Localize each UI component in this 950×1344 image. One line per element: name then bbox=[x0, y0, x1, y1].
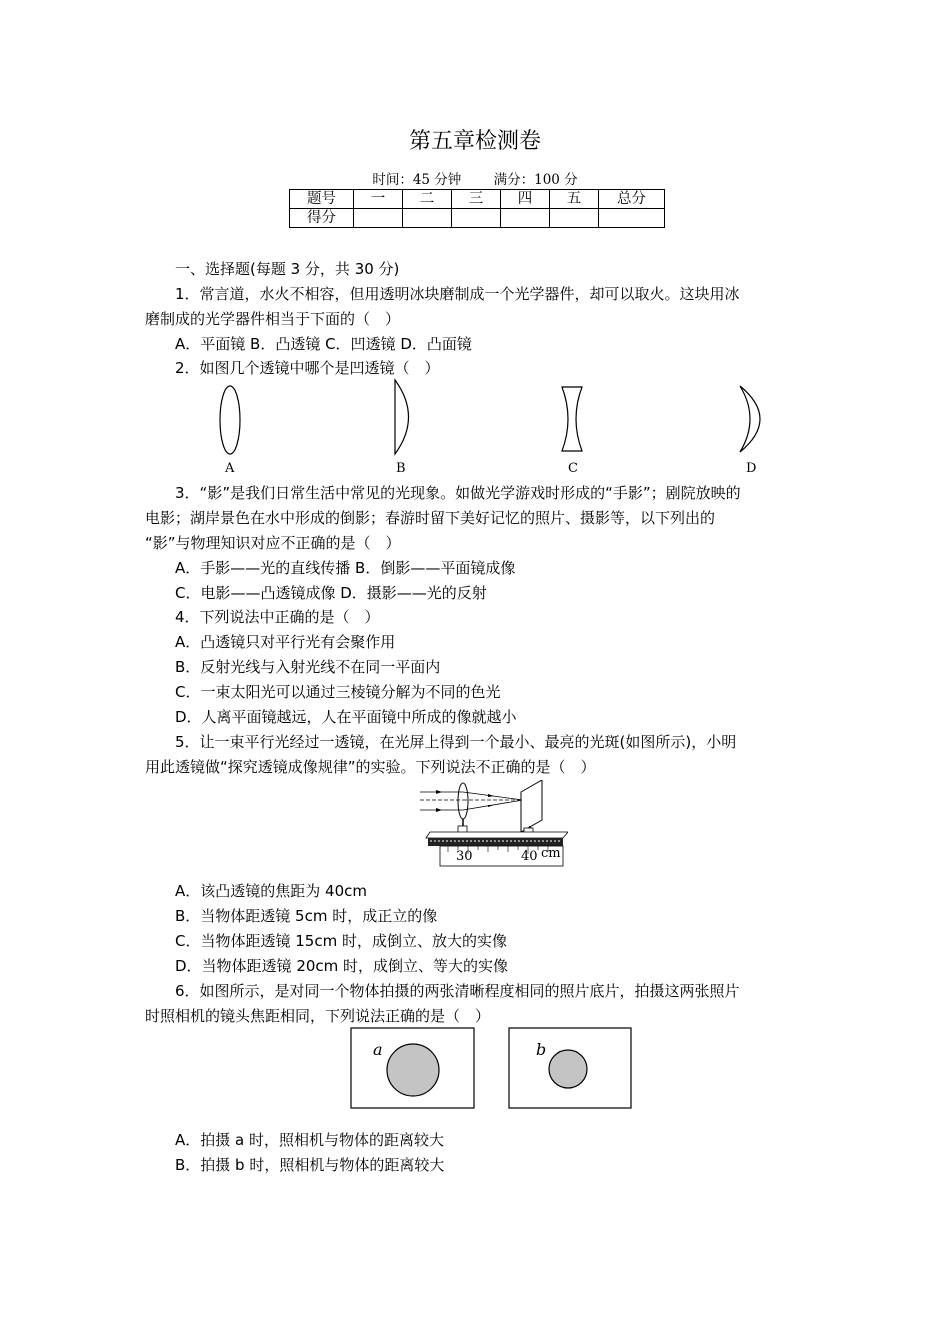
q1-options: A．平面镜 B．凸透镜 C．凹透镜 D．凸面镜 bbox=[175, 335, 472, 353]
q4-option-d: D．人离平面镜越远，人在平面镜中所成的像就越小 bbox=[175, 708, 517, 726]
section-heading: 一、选择题(每题 3 分，共 30 分) bbox=[175, 260, 400, 278]
lens-figure bbox=[200, 378, 780, 458]
score-header-cell: 四 bbox=[501, 190, 550, 209]
ruler-label-40: 40 bbox=[521, 849, 538, 864]
lens-a-biconvex bbox=[220, 386, 240, 454]
page-title: 第五章检测卷 bbox=[408, 129, 541, 154]
q4-option-a: A．凸透镜只对平行光有会聚作用 bbox=[175, 633, 396, 651]
q5-option-b: B．当物体距透镜 5cm 时，成正立的像 bbox=[175, 907, 438, 925]
q4-option-c: C．一束太阳光可以通过三棱镜分解为不同的色光 bbox=[175, 683, 501, 701]
q5-option-c: C．当物体距透镜 15cm 时，成倒立、放大的实像 bbox=[175, 932, 507, 950]
score-header-cell: 三 bbox=[452, 190, 501, 209]
lens-d-meniscus bbox=[740, 386, 760, 452]
exam-meta bbox=[0, 168, 950, 188]
ruler-label-30: 30 bbox=[456, 849, 473, 864]
q5-stem-cont: 用此透镜做“探究透镜成像规律”的实验。下列说法不正确的是（ ） bbox=[145, 758, 596, 776]
lens-c-biconcave bbox=[562, 387, 582, 451]
score-cell[interactable] bbox=[452, 209, 501, 228]
q6-stem-cont: 时照相机的镜头焦距相同，下列说法正确的是（ ） bbox=[145, 1007, 491, 1025]
photo-a-object bbox=[387, 1044, 439, 1096]
lens-label-c: C bbox=[568, 461, 578, 476]
q4-option-b: B．反射光线与入射光线不在同一平面内 bbox=[175, 658, 441, 676]
photo-negatives-figure bbox=[350, 1027, 635, 1111]
q3-options-cd: C．电影——凸透镜成像 D．摄影——光的反射 bbox=[175, 584, 487, 602]
score-cell[interactable] bbox=[550, 209, 599, 228]
q4-stem: 4．下列说法中正确的是（ ） bbox=[175, 608, 380, 626]
score-cell[interactable] bbox=[354, 209, 403, 228]
score-cell[interactable] bbox=[599, 209, 665, 228]
photo-label-b: b bbox=[536, 1040, 547, 1059]
lens-label-b: B bbox=[396, 461, 406, 476]
time-limit: 时间：45 分钟 bbox=[372, 172, 462, 188]
bench-screen bbox=[521, 780, 542, 832]
lens-label-a: A bbox=[225, 461, 235, 476]
score-cell[interactable] bbox=[403, 209, 452, 228]
lens-b-planoconvex bbox=[395, 380, 409, 454]
photo-b-object bbox=[549, 1050, 587, 1088]
q1-stem: 1．常言道，水火不相容，但用透明冰块磨制成一个光学器件，却可以取火。这块用冰 bbox=[175, 285, 740, 303]
q6-option-b: B．拍摄 b 时，照相机与物体的距离较大 bbox=[175, 1156, 445, 1174]
score-table bbox=[289, 189, 665, 228]
score-row-label: 得分 bbox=[290, 209, 354, 228]
photo-label-a: a bbox=[373, 1040, 383, 1059]
score-header-cell: 二 bbox=[403, 190, 452, 209]
q3-stem-cont: 电影；湖岸景色在水中形成的倒影；春游时留下美好记忆的照片、摄影等，以下列出的 bbox=[145, 509, 716, 527]
bench-lens bbox=[458, 783, 468, 819]
score-table-header bbox=[290, 190, 665, 209]
q3-options-ab: A．手影——光的直线传播 B．倒影——平面镜成像 bbox=[175, 559, 516, 577]
q2-stem: 2．如图几个透镜中哪个是凹透镜（ ） bbox=[175, 359, 440, 377]
q5-stem: 5．让一束平行光经过一透镜，在光屏上得到一个最小、最亮的光斑(如图所示)，小明 bbox=[175, 733, 737, 751]
q5-option-a: A．该凸透镜的焦距为 40cm bbox=[175, 882, 367, 900]
score-header-cell: 一 bbox=[354, 190, 403, 209]
q6-stem: 6．如图所示，是对同一个物体拍摄的两张清晰程度相同的照片底片，拍摄这两张照片 bbox=[175, 982, 740, 1000]
q1-stem-cont: 磨制成的光学器件相当于下面的（ ） bbox=[145, 310, 401, 328]
score-table-row bbox=[290, 209, 665, 228]
q3-stem: 3．“影”是我们日常生活中常见的光现象。如做光学游戏时形成的“手影”；剧院放映的 bbox=[175, 484, 741, 502]
score-cell[interactable] bbox=[501, 209, 550, 228]
q3-stem-cont: “影”与物理知识对应不正确的是（ ） bbox=[145, 534, 401, 552]
full-score: 满分：100 分 bbox=[493, 172, 578, 188]
q6-option-a: A．拍摄 a 时，照相机与物体的距离较大 bbox=[175, 1131, 444, 1149]
q5-option-d: D．当物体距透镜 20cm 时，成倒立、等大的实像 bbox=[175, 957, 509, 975]
score-header-cell: 五 bbox=[550, 190, 599, 209]
score-header-cell: 总分 bbox=[599, 190, 665, 209]
score-header-cell: 题号 bbox=[290, 190, 354, 209]
ruler-label-unit: cm bbox=[541, 846, 561, 861]
lens-label-d: D bbox=[746, 461, 757, 476]
